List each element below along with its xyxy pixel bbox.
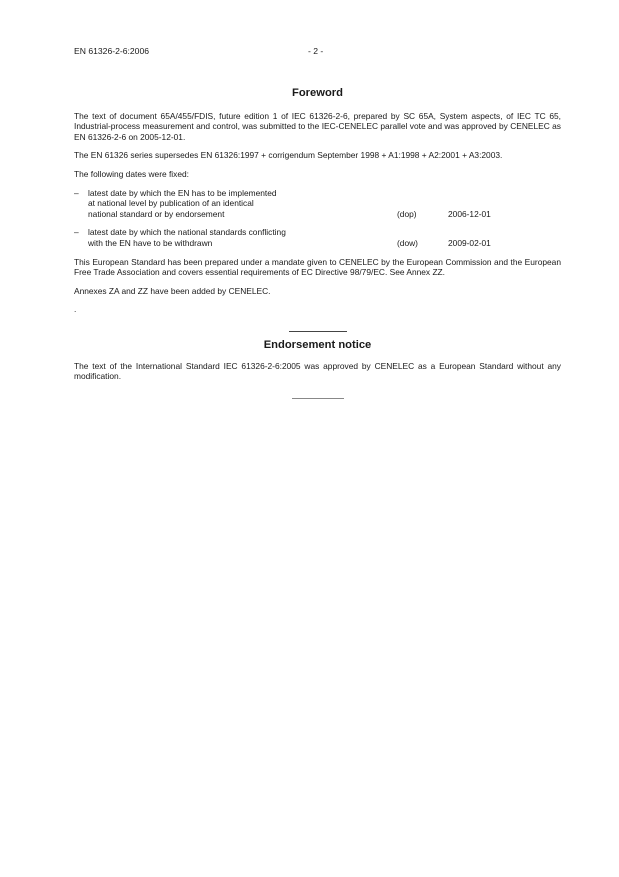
endorsement-title: Endorsement notice [263, 338, 372, 351]
foreword-paragraph-4: Annexes ZA and ZZ have been added by CENELEC. [74, 285, 271, 296]
date-item-line: latest date by which the EN has to be implemented [88, 187, 277, 198]
foreword-title: Foreword [292, 87, 343, 99]
date-abbreviation: (dow) [397, 237, 418, 248]
date-item-line: national standard or by endorsement [88, 208, 225, 219]
header-doc-id: EN 61326-2-6:2006 [74, 46, 150, 56]
end-divider [292, 398, 344, 399]
foreword-paragraph-2: The EN 61326 series supersedes EN 61326:1997 + corrigendum September 1998 + A1:1998 + A2:2001 + A3:2003. [74, 150, 503, 161]
date-item-text [88, 188, 343, 220]
foreword-paragraph-3: This European Standard has been prepared under a mandate given to CENELEC by the European Commission and the European Free Trade Association and covers essential requirements of EC Directive 98/79/EC. See Annex ZZ. [74, 256, 561, 278]
date-item-line: at national level by publication of an identical [88, 198, 254, 209]
list-dash: – [74, 227, 79, 238]
date-item-line: with the EN have to be withdrawn [88, 237, 213, 248]
dates-list [74, 188, 561, 249]
header-page-number: - 2 - [308, 46, 324, 56]
date-abbreviation: (dop) [397, 208, 417, 219]
section-divider [289, 331, 347, 332]
date-value: 2006-12-01 [448, 208, 491, 219]
date-item-text [88, 227, 343, 248]
stray-dot: . [74, 304, 77, 315]
endorsement-text: The text of the International Standard IEC 61326-2-6:2005 was approved by CENELEC as a European Standard without any modification. [74, 360, 561, 382]
date-item-dow [74, 227, 561, 248]
dates-intro: The following dates were fixed: [74, 168, 189, 179]
foreword-paragraph-1: The text of document 65A/455/FDIS, future edition 1 of IEC 61326-2-6, prepared by SC 65A, System aspects, of IEC TC 65, Industrial-process measurement and control, was submitted to the IEC-CENELEC parallel vote and was approved by CENELEC as EN 61326-2-6 on 2005-12-01. [74, 110, 561, 142]
date-value: 2009-02-01 [448, 237, 491, 248]
date-item-line: latest date by which the national standards conflicting [88, 227, 286, 238]
page-content [74, 88, 561, 399]
date-item-dop [74, 188, 561, 220]
list-dash: – [74, 187, 79, 198]
